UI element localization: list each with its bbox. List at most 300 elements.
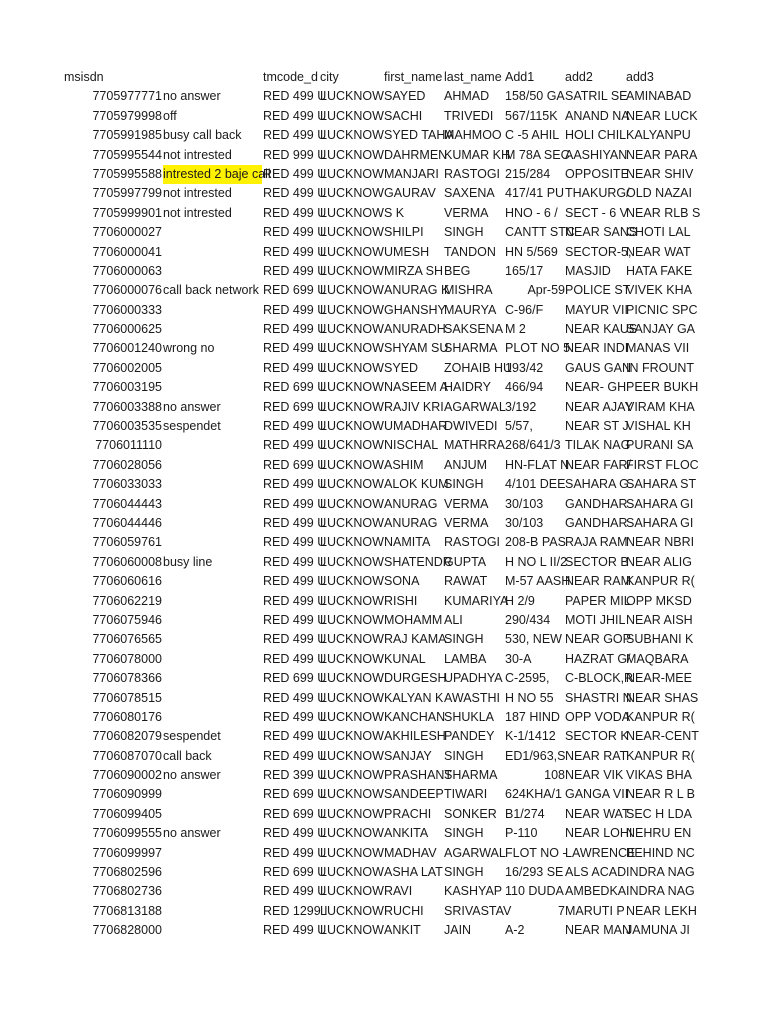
tmcode-cell[interactable]: RED 699 U — [263, 457, 327, 472]
tmcode-cell[interactable]: RED 499 U — [263, 748, 327, 763]
add3-cell[interactable]: JAMUNA JI — [626, 923, 690, 938]
add3-cell[interactable]: IN FROUNT — [626, 360, 695, 375]
first-name-cell[interactable]: NAMITA — [384, 535, 431, 550]
city-cell[interactable]: LUCKNOW — [320, 632, 384, 647]
add1-cell[interactable]: 466/94 — [505, 380, 544, 395]
msisdn-cell[interactable]: 7706003388 — [92, 399, 162, 414]
tmcode-cell[interactable]: RED 499 U — [263, 263, 327, 278]
first-name-cell[interactable]: SANDEEP — [384, 787, 444, 802]
first-name-cell[interactable]: RUCHI — [384, 903, 424, 918]
status-cell[interactable]: not intrested — [163, 205, 232, 220]
header-city[interactable]: city — [320, 70, 339, 84]
add3-cell[interactable]: KANPUR R( — [626, 748, 695, 763]
add2-cell[interactable]: GANGA VII — [565, 787, 629, 802]
last-name-cell[interactable]: ALI — [444, 612, 463, 627]
last-name-cell[interactable]: SHUKLA — [444, 709, 495, 724]
add1-cell[interactable]: 290/434 — [505, 612, 551, 627]
add3-cell[interactable]: NEAR NBRI — [626, 535, 695, 550]
status-cell[interactable]: call back network — [163, 283, 259, 298]
status-cell[interactable]: no answer — [163, 768, 221, 783]
status-cell[interactable] — [163, 921, 262, 940]
last-name-cell[interactable]: RAWAT — [444, 574, 488, 589]
add2-cell[interactable]: MASJID — [565, 263, 611, 278]
status-cell[interactable] — [163, 902, 262, 921]
status-cell[interactable] — [163, 805, 262, 824]
city-cell[interactable]: LUCKNOW — [320, 341, 384, 356]
add3-cell[interactable]: INDRA NAG — [626, 884, 695, 899]
last-name-cell[interactable]: VERMA — [444, 496, 489, 511]
city-cell[interactable]: LUCKNOW — [320, 205, 384, 220]
city-cell[interactable]: LUCKNOW — [320, 806, 384, 821]
add1-cell[interactable]: H NO L II/2 — [505, 554, 568, 569]
first-name-cell[interactable]: ANURAG — [384, 515, 438, 530]
first-name-cell[interactable]: SACHI — [384, 108, 423, 123]
tmcode-cell[interactable]: RED 499 U — [263, 477, 327, 492]
add1-cell[interactable]: 193/42 — [505, 360, 544, 375]
add1-cell[interactable]: 7 — [558, 903, 565, 918]
add1-cell[interactable]: P-110 — [505, 826, 538, 841]
status-cell[interactable] — [163, 301, 262, 320]
city-cell[interactable]: LUCKNOW — [320, 302, 384, 317]
add2-cell[interactable]: NEAR KAUS — [565, 322, 638, 337]
last-name-cell[interactable]: JAIN — [444, 923, 472, 938]
add2-cell[interactable]: SATRIL SE — [565, 89, 628, 104]
add3-cell[interactable]: SAHARA GI — [626, 515, 694, 530]
tmcode-cell[interactable]: RED 499 U — [263, 593, 327, 608]
tmcode-cell[interactable]: RED 499 U — [263, 612, 327, 627]
status-cell[interactable] — [163, 320, 262, 339]
first-name-cell[interactable]: PRACHI — [384, 806, 432, 821]
add3-cell[interactable]: KANPUR R( — [626, 574, 695, 589]
status-cell[interactable] — [163, 533, 262, 552]
msisdn-cell[interactable]: 7706001240 — [92, 341, 162, 356]
add1-cell[interactable]: 30-A — [505, 651, 532, 666]
add1-cell[interactable]: 158/50 GA — [505, 89, 565, 104]
tmcode-cell[interactable]: RED 699 U — [263, 399, 327, 414]
city-cell[interactable]: LUCKNOW — [320, 535, 384, 550]
last-name-cell[interactable]: BEG — [444, 263, 471, 278]
msisdn-cell[interactable]: 7706011110 — [95, 438, 162, 453]
last-name-cell[interactable]: RASTOGI — [444, 166, 501, 181]
add2-cell[interactable]: NEAR VIK — [565, 768, 624, 783]
add2-cell[interactable]: RAJA RAM — [565, 535, 628, 550]
add2-cell[interactable]: NEAR MAN — [565, 923, 631, 938]
msisdn-cell[interactable]: 7706033033 — [92, 477, 162, 492]
last-name-cell[interactable]: AWASTHI — [444, 690, 501, 705]
header-msisdn[interactable]: msisdn — [64, 70, 104, 84]
add3-cell[interactable]: SAHARA GI — [626, 496, 694, 511]
add3-cell[interactable]: VIKAS BHA — [626, 768, 692, 783]
add3-cell[interactable]: KANPUR R( — [626, 709, 695, 724]
tmcode-cell[interactable]: RED 499 U — [263, 884, 327, 899]
city-cell[interactable]: LUCKNOW — [320, 574, 384, 589]
add2-cell[interactable]: SHASTRI N — [565, 690, 632, 705]
msisdn-cell[interactable]: 7706828000 — [92, 923, 162, 938]
add3-cell[interactable]: NEAR SHIV — [626, 166, 694, 181]
city-cell[interactable]: LUCKNOW — [320, 903, 384, 918]
msisdn-cell[interactable]: 7706078366 — [92, 671, 162, 686]
city-cell[interactable]: LUCKNOW — [320, 923, 384, 938]
add3-cell[interactable]: MANAS VII — [626, 341, 690, 356]
city-cell[interactable]: LUCKNOW — [320, 128, 384, 143]
msisdn-cell[interactable]: 7706099997 — [92, 845, 162, 860]
add1-cell[interactable]: 5/57, — [505, 419, 533, 434]
status-cell[interactable]: not intrested — [163, 147, 232, 162]
add1-cell[interactable]: 165/17 — [505, 263, 544, 278]
add3-cell[interactable]: HATA FAKE — [626, 263, 693, 278]
add2-cell[interactable]: HAZRAT G/ — [565, 651, 631, 666]
first-name-cell[interactable]: DAHRMEN — [384, 147, 448, 162]
add1-cell[interactable]: C-2595, — [505, 671, 550, 686]
first-name-cell[interactable]: ANKITA — [384, 826, 429, 841]
last-name-cell[interactable]: TRIVEDI — [444, 108, 494, 123]
add2-cell[interactable]: NEAR INDI — [565, 341, 629, 356]
tmcode-cell[interactable]: RED 699 U — [263, 787, 327, 802]
tmcode-cell[interactable]: RED 499 U — [263, 360, 327, 375]
tmcode-cell[interactable]: RED 499 U — [263, 205, 327, 220]
add3-cell[interactable]: NEAR RLB S — [626, 205, 701, 220]
add1-cell[interactable]: B1/274 — [505, 806, 545, 821]
add1-cell[interactable]: H NO 55 — [505, 690, 554, 705]
tmcode-cell[interactable]: RED 699 U — [263, 283, 327, 298]
msisdn-cell[interactable]: 7706090002 — [92, 768, 162, 783]
last-name-cell[interactable]: SINGH — [444, 748, 484, 763]
city-cell[interactable]: LUCKNOW — [320, 651, 384, 666]
tmcode-cell[interactable]: RED 499 U — [263, 89, 327, 104]
add3-cell[interactable]: NEAR SHAS — [626, 690, 699, 705]
tmcode-cell[interactable]: RED 499 U — [263, 419, 327, 434]
first-name-cell[interactable]: SANJAY — [384, 748, 432, 763]
tmcode-cell[interactable]: RED 499 U — [263, 845, 327, 860]
tmcode-cell[interactable]: RED 399 U — [263, 768, 327, 783]
add1-cell[interactable]: CANTT STC — [505, 225, 575, 240]
status-cell[interactable] — [163, 844, 262, 863]
first-name-cell[interactable]: ANURAG K — [384, 283, 450, 298]
last-name-cell[interactable]: SHARMA — [444, 341, 498, 356]
add2-cell[interactable]: MARUTI P — [565, 903, 625, 918]
add1-cell[interactable]: HN 5/569 — [505, 244, 558, 259]
status-cell[interactable] — [163, 495, 262, 514]
first-name-cell[interactable]: SYED — [384, 360, 419, 375]
msisdn-cell[interactable]: 7705979998 — [92, 108, 162, 123]
add3-cell[interactable]: NEHRU EN — [626, 826, 692, 841]
last-name-cell[interactable]: GUPTA — [444, 554, 487, 569]
add1-cell[interactable]: FLOT NO - — [505, 845, 567, 860]
first-name-cell[interactable]: SYED TAHA — [384, 128, 454, 143]
tmcode-cell[interactable]: RED 699 U — [263, 806, 327, 821]
msisdn-cell[interactable]: 7706813188 — [92, 903, 162, 918]
tmcode-cell[interactable]: RED 499 U — [263, 225, 327, 240]
add1-cell[interactable]: 268/641/3 — [505, 438, 561, 453]
add3-cell[interactable]: SANJAY GA — [626, 322, 696, 337]
status-cell[interactable] — [163, 785, 262, 804]
add2-cell[interactable]: NEAR RAM — [565, 574, 631, 589]
city-cell[interactable]: LUCKNOW — [320, 283, 384, 298]
city-cell[interactable]: LUCKNOW — [320, 360, 384, 375]
status-cell[interactable]: sespendet — [163, 419, 221, 434]
tmcode-cell[interactable]: RED 499 U — [263, 651, 327, 666]
status-cell[interactable] — [163, 436, 262, 455]
city-cell[interactable]: LUCKNOW — [320, 477, 384, 492]
status-cell[interactable]: no answer — [163, 399, 221, 414]
add2-cell[interactable]: SECTOR B — [565, 554, 629, 569]
add2-cell[interactable]: C-BLOCK,R — [565, 671, 634, 686]
last-name-cell[interactable]: MISHRA — [444, 283, 493, 298]
city-cell[interactable]: LUCKNOW — [320, 593, 384, 608]
tmcode-cell[interactable]: RED 699 U — [263, 380, 327, 395]
last-name-cell[interactable]: SHARMA — [444, 768, 498, 783]
add2-cell[interactable]: NEAR SANS — [565, 225, 638, 240]
last-name-cell[interactable]: KUMAR KH — [444, 147, 510, 162]
add2-cell[interactable]: SECTOR K — [565, 729, 629, 744]
first-name-cell[interactable]: SAYED — [384, 89, 426, 104]
add3-cell[interactable]: NEAR WAT — [626, 244, 691, 259]
header-tmcode[interactable]: tmcode_d — [263, 70, 318, 84]
add2-cell[interactable]: OPP VODA — [565, 709, 631, 724]
add1-cell[interactable]: C-96/F — [505, 302, 544, 317]
msisdn-cell[interactable]: 7705997799 — [92, 186, 162, 201]
msisdn-cell[interactable]: 7706099405 — [92, 806, 162, 821]
first-name-cell[interactable]: UMADHAR — [384, 419, 448, 434]
add2-cell[interactable]: HOLI CHIL — [565, 128, 627, 143]
first-name-cell[interactable]: NISCHAL — [384, 438, 439, 453]
add2-cell[interactable]: NEAR ST J — [565, 419, 629, 434]
city-cell[interactable]: LUCKNOW — [320, 612, 384, 627]
msisdn-cell[interactable]: 7706099555 — [92, 826, 162, 841]
city-cell[interactable]: LUCKNOW — [320, 166, 384, 181]
msisdn-cell[interactable]: 7706044446 — [92, 515, 162, 530]
add3-cell[interactable]: VIRAM KHA — [626, 399, 695, 414]
add2-cell[interactable]: SAHARA G — [565, 477, 629, 492]
add2-cell[interactable]: TILAK NAG — [565, 438, 631, 453]
tmcode-cell[interactable]: RED 499 U — [263, 244, 327, 259]
msisdn-cell[interactable]: 7705999901 — [92, 205, 162, 220]
add3-cell[interactable]: NEAR LUCK — [626, 108, 698, 123]
first-name-cell[interactable]: MIRZA SH — [384, 263, 444, 278]
city-cell[interactable]: LUCKNOW — [320, 89, 384, 104]
first-name-cell[interactable]: ASHIM — [384, 457, 424, 472]
msisdn-cell[interactable]: 7706002005 — [92, 360, 162, 375]
add1-cell[interactable]: 215/284 — [505, 166, 551, 181]
last-name-cell[interactable]: SAKSENA — [444, 322, 504, 337]
tmcode-cell[interactable]: RED 499 U — [263, 729, 327, 744]
tmcode-cell[interactable]: RED 499 U — [263, 166, 327, 181]
last-name-cell[interactable]: SRIVASTAV — [444, 903, 512, 918]
add1-cell[interactable]: Apr-59 — [527, 283, 565, 298]
city-cell[interactable]: LUCKNOW — [320, 729, 384, 744]
last-name-cell[interactable]: KASHYAP — [444, 884, 503, 899]
last-name-cell[interactable]: LAMBA — [444, 651, 487, 666]
msisdn-cell[interactable]: 7706078515 — [92, 690, 162, 705]
status-cell[interactable] — [163, 689, 262, 708]
add1-cell[interactable]: PLOT NO 5 — [505, 341, 571, 356]
tmcode-cell[interactable]: RED 499 U — [263, 690, 327, 705]
status-cell[interactable] — [163, 223, 262, 242]
first-name-cell[interactable]: DURGESH — [384, 671, 447, 686]
msisdn-cell[interactable]: 7706076565 — [92, 632, 162, 647]
city-cell[interactable]: LUCKNOW — [320, 554, 384, 569]
last-name-cell[interactable]: ZOHAIB HU — [444, 360, 513, 375]
add2-cell[interactable]: NEAR RAT — [565, 748, 628, 763]
add1-cell[interactable]: 187 HIND — [505, 709, 560, 724]
last-name-cell[interactable]: SINGH — [444, 865, 484, 880]
first-name-cell[interactable]: ASHA LAT — [384, 865, 443, 880]
add1-cell[interactable]: C -5 AHIL — [505, 128, 560, 143]
add1-cell[interactable]: 624KHA/1 — [505, 787, 562, 802]
last-name-cell[interactable]: SAXENA — [444, 186, 495, 201]
tmcode-cell[interactable]: RED 999 U — [263, 147, 327, 162]
add1-cell[interactable]: H 2/9 — [505, 593, 535, 608]
status-cell[interactable] — [163, 630, 262, 649]
msisdn-cell[interactable]: 7706080176 — [92, 709, 162, 724]
first-name-cell[interactable]: ANKIT — [384, 923, 421, 938]
add3-cell[interactable]: PEER BUKH — [626, 380, 699, 395]
add1-cell[interactable]: 4/101 DEE — [505, 477, 566, 492]
first-name-cell[interactable]: S K — [384, 205, 405, 220]
add3-cell[interactable]: VIVEK KHA — [626, 283, 692, 298]
last-name-cell[interactable]: AGARWAL — [444, 845, 506, 860]
city-cell[interactable]: LUCKNOW — [320, 225, 384, 240]
msisdn-cell[interactable]: 7705977771 — [92, 89, 162, 104]
city-cell[interactable]: LUCKNOW — [320, 457, 384, 472]
status-cell[interactable] — [163, 669, 262, 688]
first-name-cell[interactable]: GHANSHY — [384, 302, 446, 317]
tmcode-cell[interactable]: RED 499 U — [263, 709, 327, 724]
msisdn-cell[interactable]: 7706000333 — [92, 302, 162, 317]
last-name-cell[interactable]: UPADHYA — [444, 671, 503, 686]
add2-cell[interactable]: AASHIYAN — [565, 147, 628, 162]
add2-cell[interactable]: MAYUR VII — [565, 302, 628, 317]
first-name-cell[interactable]: ALOK KUM — [384, 477, 449, 492]
tmcode-cell[interactable]: RED 499 U — [263, 496, 327, 511]
first-name-cell[interactable]: RAJIV KRI — [384, 399, 444, 414]
add2-cell[interactable]: NEAR WAT — [565, 806, 630, 821]
first-name-cell[interactable]: KALYAN K — [384, 690, 444, 705]
tmcode-cell[interactable]: RED 499 U — [263, 554, 327, 569]
last-name-cell[interactable]: MATHRRA — [444, 438, 505, 453]
status-cell[interactable] — [163, 611, 262, 630]
add1-cell[interactable]: 3/192 — [505, 399, 537, 414]
city-cell[interactable]: LUCKNOW — [320, 438, 384, 453]
msisdn-cell[interactable]: 7706000027 — [92, 225, 162, 240]
msisdn-cell[interactable]: 7706087070 — [92, 748, 162, 763]
status-cell[interactable]: sespendet — [163, 729, 221, 744]
add2-cell[interactable]: NEAR LOHI — [565, 826, 633, 841]
status-cell[interactable] — [163, 592, 262, 611]
last-name-cell[interactable]: DWIVEDI — [444, 419, 498, 434]
add3-cell[interactable]: NEAR ALIG — [626, 554, 692, 569]
add2-cell[interactable]: NEAR AJAY — [565, 399, 633, 414]
last-name-cell[interactable]: MAURYA — [444, 302, 497, 317]
add3-cell[interactable]: KALYANPU — [626, 128, 691, 143]
header-add1[interactable]: Add1 — [505, 70, 535, 84]
last-name-cell[interactable]: AGARWAL — [444, 399, 506, 414]
first-name-cell[interactable]: ANURADH — [384, 322, 446, 337]
first-name-cell[interactable]: NASEEM A — [384, 380, 448, 395]
tmcode-cell[interactable]: RED 499 U — [263, 341, 327, 356]
add2-cell[interactable]: SECT - 6 V — [565, 205, 628, 220]
last-name-cell[interactable]: ANJUM — [444, 457, 488, 472]
msisdn-cell[interactable]: 7706078000 — [92, 651, 162, 666]
first-name-cell[interactable]: GAURAV — [384, 186, 436, 201]
city-cell[interactable]: LUCKNOW — [320, 748, 384, 763]
last-name-cell[interactable]: VERMA — [444, 205, 489, 220]
first-name-cell[interactable]: RAJ KAMA — [384, 632, 447, 647]
status-cell[interactable] — [163, 863, 262, 882]
add1-cell[interactable]: HN-FLAT N — [505, 457, 570, 472]
city-cell[interactable]: LUCKNOW — [320, 380, 384, 395]
city-cell[interactable]: LUCKNOW — [320, 244, 384, 259]
last-name-cell[interactable]: SINGH — [444, 826, 484, 841]
add2-cell[interactable]: LAWRENCE — [565, 845, 636, 860]
tmcode-cell[interactable]: RED 499 U — [263, 632, 327, 647]
last-name-cell[interactable]: SONKER — [444, 806, 497, 821]
tmcode-cell[interactable]: RED 699 U — [263, 865, 327, 880]
last-name-cell[interactable]: SINGH — [444, 477, 484, 492]
tmcode-cell[interactable]: RED 499 U — [263, 128, 327, 143]
city-cell[interactable]: LUCKNOW — [320, 768, 384, 783]
last-name-cell[interactable]: AHMAD — [444, 89, 490, 104]
add2-cell[interactable]: NEAR- GH — [565, 380, 627, 395]
city-cell[interactable]: LUCKNOW — [320, 826, 384, 841]
city-cell[interactable]: LUCKNOW — [320, 322, 384, 337]
tmcode-cell[interactable]: RED 699 U — [263, 671, 327, 686]
add3-cell[interactable]: SEC H LDA — [626, 806, 692, 821]
msisdn-cell[interactable]: 7706802736 — [92, 884, 162, 899]
msisdn-cell[interactable]: 7706003535 — [92, 419, 162, 434]
status-cell[interactable] — [163, 572, 262, 591]
last-name-cell[interactable]: MAHMOO — [444, 128, 502, 143]
last-name-cell[interactable]: TIWARI — [444, 787, 488, 802]
tmcode-cell[interactable]: RED 1299 I — [263, 903, 328, 918]
msisdn-cell[interactable]: 7705991985 — [92, 128, 162, 143]
first-name-cell[interactable]: SHILPI — [384, 225, 424, 240]
status-cell[interactable] — [163, 882, 262, 901]
city-cell[interactable]: LUCKNOW — [320, 690, 384, 705]
status-cell[interactable] — [163, 650, 262, 669]
city-cell[interactable]: LUCKNOW — [320, 865, 384, 880]
add1-cell[interactable]: 30/103 — [505, 515, 544, 530]
add1-cell[interactable]: 110 DUDA — [505, 884, 564, 899]
first-name-cell[interactable]: SONA — [384, 574, 420, 589]
status-cell[interactable]: busy call back — [163, 128, 242, 143]
add3-cell[interactable]: AMINABAD — [626, 89, 692, 104]
status-cell[interactable]: not intrested — [163, 186, 232, 201]
msisdn-cell[interactable]: 7706000076 — [92, 283, 162, 298]
add2-cell[interactable]: NEAR GOP — [565, 632, 631, 647]
last-name-cell[interactable]: VERMA — [444, 515, 489, 530]
add1-cell[interactable]: 30/103 — [505, 496, 544, 511]
city-cell[interactable]: LUCKNOW — [320, 186, 384, 201]
add3-cell[interactable]: NEAR R L B — [626, 787, 696, 802]
tmcode-cell[interactable]: RED 499 U — [263, 438, 327, 453]
last-name-cell[interactable]: KUMARIYA — [444, 593, 509, 608]
add2-cell[interactable]: NEAR FAR/ — [565, 457, 631, 472]
last-name-cell[interactable]: RASTOGI — [444, 535, 501, 550]
city-cell[interactable]: LUCKNOW — [320, 496, 384, 511]
msisdn-cell[interactable]: 7706000625 — [92, 322, 162, 337]
msisdn-cell[interactable]: 7706802596 — [92, 865, 162, 880]
msisdn-cell[interactable]: 7706059761 — [92, 535, 162, 550]
first-name-cell[interactable]: MOHAMM — [384, 612, 443, 627]
msisdn-cell[interactable]: 7706060616 — [92, 574, 162, 589]
first-name-cell[interactable]: MANJARI — [384, 166, 439, 181]
add2-cell[interactable]: SECTOR-5, — [565, 244, 632, 259]
status-cell[interactable]: call back — [163, 748, 212, 763]
add3-cell[interactable]: NEAR AISH — [626, 612, 693, 627]
msisdn-cell[interactable]: 7706075946 — [92, 612, 162, 627]
tmcode-cell[interactable]: RED 499 U — [263, 515, 327, 530]
